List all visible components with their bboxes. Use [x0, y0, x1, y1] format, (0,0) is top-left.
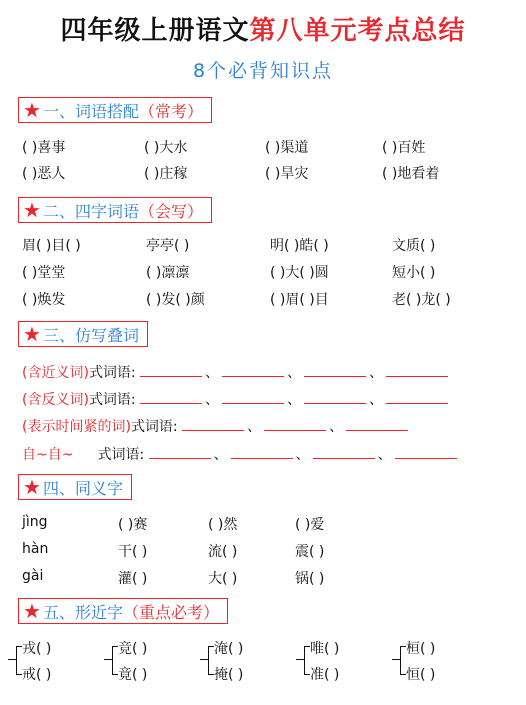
similar-char-pair: [104, 638, 184, 682]
section-label: 一、词语搭配: [42, 101, 139, 121]
section-heading-idioms: [18, 197, 212, 223]
synonym-item: ( )然: [208, 517, 238, 533]
bracket-tick: [296, 659, 304, 660]
collocation-item: ( )喜事: [22, 140, 66, 156]
similar-char-bottom: 掩( ): [214, 667, 244, 683]
similar-char-pair: [296, 638, 376, 682]
collocation-item: ( )庄稼: [144, 166, 188, 182]
answer-blank[interactable]: [140, 390, 202, 404]
star-icon: ★: [23, 198, 41, 222]
answer-blank[interactable]: [304, 363, 366, 377]
bracket-tick: [392, 659, 400, 660]
answer-blank[interactable]: [231, 445, 293, 459]
reduplication-type: (表示时间紧的词): [22, 419, 131, 435]
answer-blank[interactable]: [222, 390, 284, 404]
answer-blank[interactable]: [149, 445, 211, 459]
reduplication-type: (含反义词): [22, 392, 89, 408]
section-heading-similar-chars: [18, 598, 228, 624]
idiom-item: 眉( )目( ): [22, 238, 81, 254]
answer-blank[interactable]: [264, 417, 326, 431]
idiom-item: 明( )皓( ): [270, 238, 329, 254]
synonym-item: 大( ): [208, 571, 238, 587]
pinyin: hàn: [22, 541, 49, 557]
title-red: 第八单元考点总结: [249, 16, 466, 46]
synonym-item: ( )赛: [118, 517, 148, 533]
similar-char-pair: [8, 638, 88, 682]
bracket-line: [112, 646, 113, 674]
reduplication-suffix: 式词语:: [88, 392, 136, 408]
bracket-tick: [8, 659, 16, 660]
collocation-item: ( )渠道: [265, 140, 309, 156]
reduplication-row: (含近义词)式词语: 、 、 、: [22, 362, 448, 384]
answer-blank[interactable]: [182, 417, 244, 431]
idiom-item: ( )发( )颜: [146, 292, 205, 308]
collocation-item: ( )地看着: [382, 166, 440, 182]
section-heading-synonyms: [18, 474, 132, 500]
similar-char-pair: [392, 638, 472, 682]
idiom-item: ( )眉( )目: [270, 292, 329, 308]
title-black: 四年级上册语文: [60, 16, 250, 46]
reduplication-suffix: 式词语:: [88, 365, 136, 381]
idiom-item: 短小( ): [392, 265, 436, 281]
similar-char-bottom: 恒( ): [406, 667, 436, 683]
answer-blank[interactable]: [313, 445, 375, 459]
star-icon: ★: [23, 322, 41, 346]
synonym-item: ( )爱: [295, 517, 325, 533]
reduplication-type: 自~自~: [22, 447, 74, 463]
star-icon: ★: [23, 599, 41, 623]
bracket-line: [16, 646, 17, 674]
similar-char-top: 桓( ): [406, 641, 436, 657]
section-heading-collocation: [18, 97, 212, 123]
similar-char-pair: [200, 638, 280, 682]
collocation-item: ( )百姓: [382, 140, 426, 156]
section-label: 四、同义字: [42, 478, 123, 498]
similar-char-bottom: 准( ): [310, 667, 340, 683]
section-heading-reduplication: [18, 321, 148, 347]
idiom-item: 亭亭( ): [146, 238, 190, 254]
section-note: （常考）: [138, 101, 203, 121]
similar-char-top: 唯( ): [310, 641, 340, 657]
reduplication-row: (含反义词)式词语: 、 、 、: [22, 389, 448, 411]
answer-blank[interactable]: [386, 390, 448, 404]
bracket-line: [400, 646, 401, 674]
collocation-item: ( )大水: [144, 140, 188, 156]
pinyin: gài: [22, 568, 44, 584]
answer-blank[interactable]: [386, 363, 448, 377]
reduplication-suffix: 式词语:: [97, 447, 145, 463]
idiom-item: 老( )龙( ): [392, 292, 451, 308]
star-icon: ★: [23, 98, 41, 122]
bracket-tick: [104, 659, 112, 660]
synonym-item: 流( ): [208, 544, 238, 560]
idiom-item: ( )大( )圆: [270, 265, 329, 281]
synonym-item: 锅( ): [295, 571, 325, 587]
star-icon: ★: [23, 475, 41, 499]
section-note: （重点必考）: [122, 602, 219, 622]
similar-char-bottom: 竟( ): [118, 667, 148, 683]
answer-blank[interactable]: [395, 445, 457, 459]
reduplication-type: (含近义词): [22, 365, 89, 381]
similar-char-top: 戎( ): [22, 641, 52, 657]
similar-char-bottom: 戒( ): [22, 667, 52, 683]
answer-blank[interactable]: [346, 417, 408, 431]
reduplication-suffix: 式词语:: [130, 419, 178, 435]
section-label: 三、仿写叠词: [42, 325, 139, 345]
page-subtitle: 8个必背知识点: [192, 60, 334, 82]
page-title: [0, 10, 526, 47]
bracket-tick: [200, 659, 208, 660]
pinyin: jìng: [22, 514, 48, 530]
collocation-item: ( )恶人: [22, 166, 66, 182]
bracket-line: [208, 646, 209, 674]
answer-blank[interactable]: [304, 390, 366, 404]
collocation-item: ( )旱灾: [265, 166, 309, 182]
synonym-item: 干( ): [118, 544, 148, 560]
answer-blank[interactable]: [140, 363, 202, 377]
similar-char-top: 淹( ): [214, 641, 244, 657]
synonym-item: 震( ): [295, 544, 325, 560]
idiom-item: 文质( ): [392, 238, 436, 254]
reduplication-row: 自~自~ 式词语: 、 、 、: [22, 444, 457, 466]
bracket-line: [304, 646, 305, 674]
answer-blank[interactable]: [222, 363, 284, 377]
section-label: 五、形近字: [42, 602, 123, 622]
section-note: （会写）: [138, 201, 203, 221]
idiom-item: ( )凛凛: [146, 265, 190, 281]
similar-char-top: 竞( ): [118, 641, 148, 657]
reduplication-row: (表示时间紧的词)式词语: 、 、: [22, 416, 408, 438]
section-label: 二、四字词语: [42, 201, 139, 221]
idiom-item: ( )堂堂: [22, 265, 66, 281]
idiom-item: ( )焕发: [22, 292, 66, 308]
synonym-item: 灌( ): [118, 571, 148, 587]
